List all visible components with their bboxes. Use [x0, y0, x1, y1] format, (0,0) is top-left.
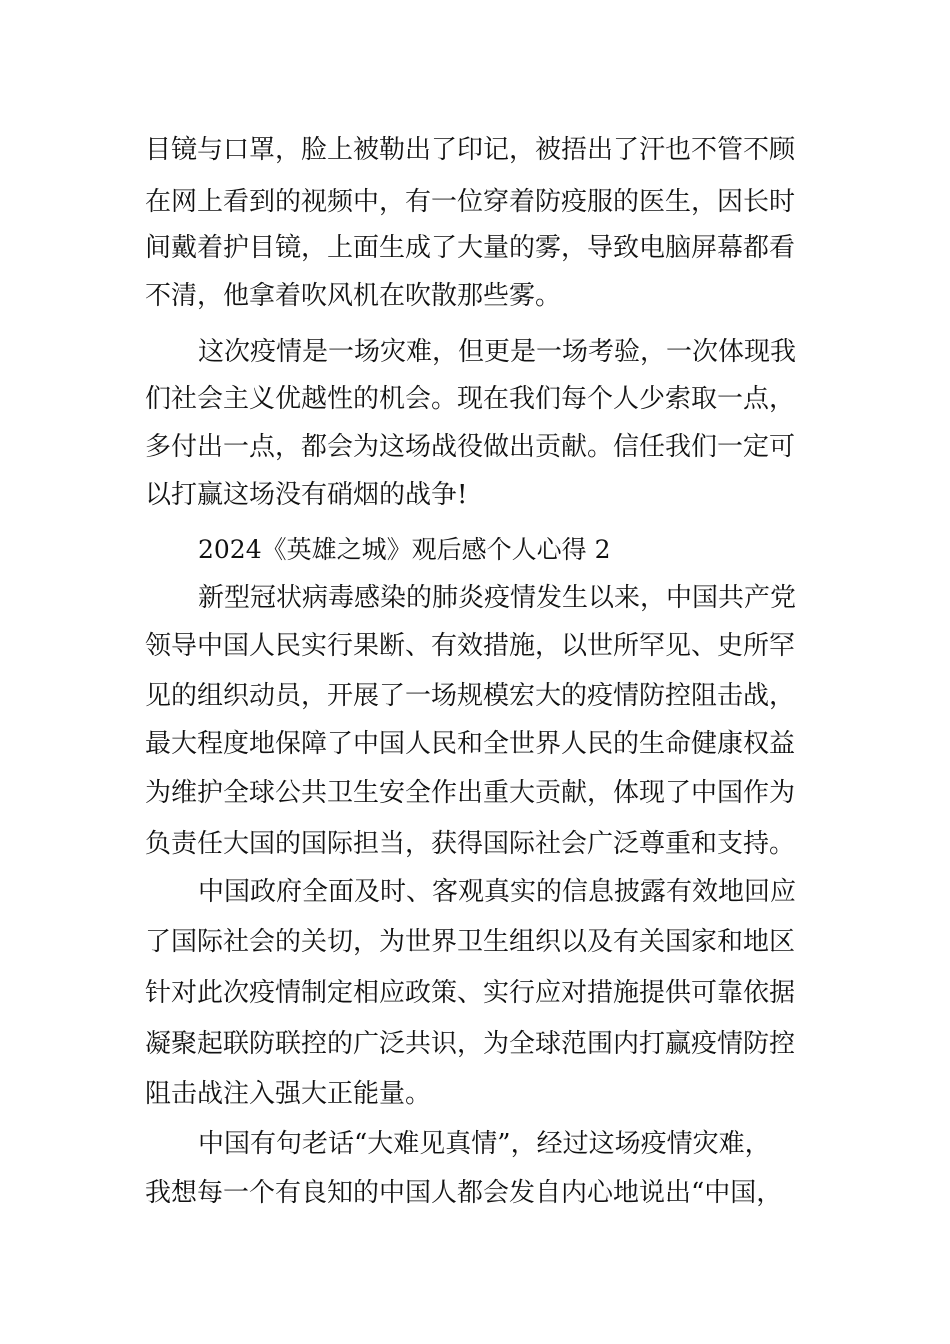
body-text-line: 我想每一个有良知的中国人都会发自内心地说出“中国， — [145, 1178, 783, 1208]
body-text-line: 针对此次疫情制定相应政策、实行应对措施提供可靠依据 — [145, 978, 796, 1008]
paragraph-first-line: 中国政府全面及时、客观真实的信息披露有效地回应 — [198, 877, 797, 907]
body-text-line: 凝聚起联防联控的广泛共识，为全球范围内打赢疫情防控 — [145, 1029, 796, 1059]
body-text-line: 了国际社会的关切，为世界卫生组织以及有关国家和地区 — [145, 927, 796, 957]
body-text-line: 在网上看到的视频中，有一位穿着防疫服的医生，因长时 — [145, 187, 796, 217]
body-text-line: 领导中国人民实行果断、有效措施，以世所罕见、史所罕 — [145, 631, 796, 661]
paragraph-first-line: 新型冠状病毒感染的肺炎疫情发生以来，中国共产党 — [198, 583, 797, 613]
body-text-line: 间戴着护目镜，上面生成了大量的雾，导致电脑屏幕都看 — [145, 233, 796, 263]
body-text-line: 不清，他拿着吹风机在吹散那些雾。 — [145, 281, 562, 311]
body-text-line: 阻击战注入强大正能量。 — [145, 1079, 432, 1109]
body-text-line: 目镜与口罩，脸上被勒出了印记，被捂出了汗也不管不顾 — [145, 135, 796, 165]
body-text-line: 见的组织动员，开展了一场规模宏大的疫情防控阻击战， — [145, 681, 796, 711]
body-text-line: 负责任大国的国际担当，获得国际社会广泛尊重和支持。 — [145, 829, 796, 859]
body-text-line: 以打赢这场没有硝烟的战争! — [145, 480, 468, 510]
paragraph-first-line: 中国有句老话“大难见真情”，经过这场疫情灾难， — [198, 1129, 771, 1159]
body-text-line: 为维护全球公共卫生安全作出重大贡献，体现了中国作为 — [145, 778, 796, 808]
paragraph-first-line: 这次疫情是一场灾难，但更是一场考验，一次体现我 — [198, 337, 797, 367]
body-text-line: 们社会主义优越性的机会。现在我们每个人少索取一点， — [145, 384, 796, 414]
section-heading: 2024《英雄之城》观后感个人心得 2 — [198, 535, 611, 564]
body-text-line: 多付出一点，都会为这场战役做出贡献。信任我们一定可 — [145, 432, 796, 462]
body-text-line: 最大程度地保障了中国人民和全世界人民的生命健康权益 — [145, 729, 796, 759]
